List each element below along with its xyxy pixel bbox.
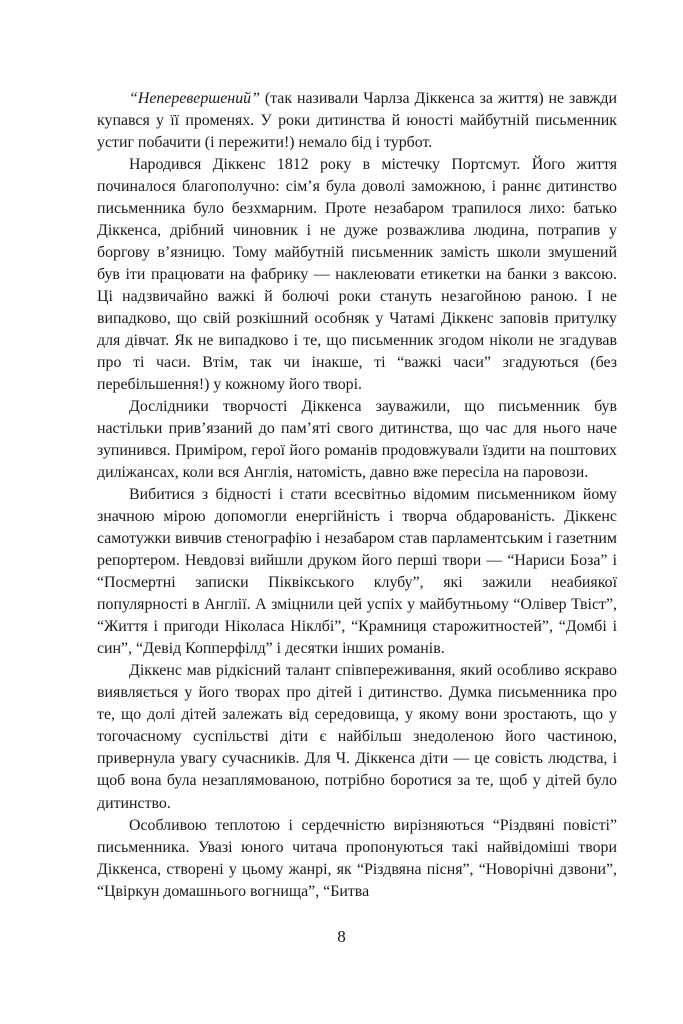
paragraph-lead-italic: “Неперевершений” (129, 90, 260, 107)
paragraph-2 (97, 154, 617, 396)
page-number: 8 (337, 927, 346, 946)
paragraph-text: Дослідники творчості Діккенса зауважили, що письменник був настільки прив’язаний до пам’яті свого дитинства, що час для нього наче зупинився. Приміром, герої його романів продовжували їздити на поштових диліжансах, коли вся Англія, натомість, давно вже пересіла на паровози. (97, 398, 617, 482)
paragraph-text: (так називали Чарлза Діккенса за життя) не завжди купався у її променях. У роки дитинства й юності майбутній письменник устиг побачити (і пережити!) немало бід і турбот. (97, 90, 617, 152)
paragraph-1 (97, 88, 617, 154)
paragraph-6 (97, 815, 617, 903)
paragraph-4 (97, 484, 617, 660)
paragraph-text: Особливою теплотою і сердечністю вирізняються “Різдвяні повісті” письменника. Увазі юного читача пропонуються такі найвідоміші твори Діккенса, створені у цьому жанрі, як “Різдвяна пісня”, “Новорічні дзвони”, “Цвіркун домашнього вогнища”, “Битва (97, 816, 617, 900)
body-text (97, 88, 617, 903)
paragraph-5 (97, 660, 617, 814)
paragraph-text: Діккенс мав рідкісний талант співпереживання, який особливо яскраво виявляється у його творах про дітей і дитинство. Думка письменника про те, що долі дітей залежать від середовища, у якому вони зростають, що у тогочасному суспільстві діти є найбільш знедоленою його частиною, привернула увагу сучасників. Для Ч. Діккенса діти — це совість людства, і щоб вона була незаплямованою, потрібно боротися за те, щоб у дітей було дитинство. (97, 662, 617, 812)
paragraph-text: Народився Діккенс 1812 року в містечку Портсмут. Його життя починалося благополучно: сім’я була доволі заможною, і раннє дитинство письменника було безхмарним. Проте незабаром трапилося лихо: батько Діккенса, дрібний чиновник і не дуже розважлива людина, потрапив у боргову в’язницю. Тому майбутній письменник замість школи змушений був іти працювати на фабрику — наклеювати етикетки на банки з ваксою. Ці надзвичайно важкі й болючі роки стануть незагойною раною. І не випадково, що свій розкішний особняк у Чатамі Діккенс заповів притулку для дівчат. Як не випадково і те, що письменник згодом ніколи не згадував про ті часи. Втім, так чи інакше, ті “важкі часи” згадуються (без перебільшення!) у кожному його творі. (97, 156, 617, 394)
paragraph-text: Вибитися з бідності і стати всесвітньо відомим письменником йому значною мірою допомогли енергійність і творча обдарованість. Діккенс самотужки вивчив стенографію і незабаром став парламентським і газетним репортером. Невдовзі вийшли друком його перші твори — “Нариси Боза” і “Посмертні записки Піквікського клубу”, які зажили неабиякої популярності в Англії. А зміцнили цей успіх у майбутньому “Олівер Твіст”, “Життя і пригоди Ніколаса Ніклбі”, “Крамниця старожитностей”, “Домбі і син”, “Девід Копперфілд” і десятки інших романів. (97, 486, 617, 658)
paragraph-3 (97, 396, 617, 484)
